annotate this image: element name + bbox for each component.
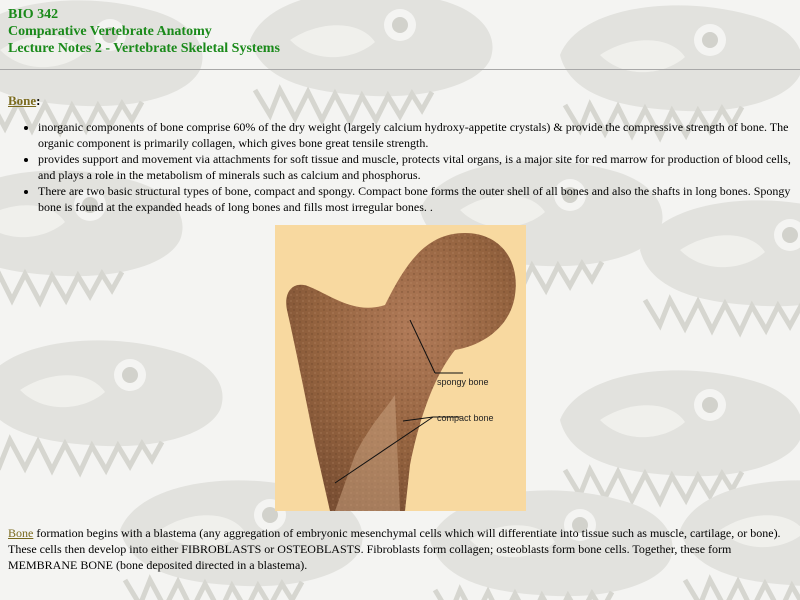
list-item: • There are two basic structural types of bone, compact and spongy. Compact bone forms the outer shell of all bones and also the shafts in long bones. Spongy bone is found at the expanded heads of long bones and fills most irregular bones. . [38,183,792,215]
list-item: • provides support and movement via attachments for soft tissue and muscle, protects vital organs, is a major site for red marrow for production of blood cells, and plays a role in the metabolism of minerals such as calcium and phosphorus. [38,151,792,183]
bone-formation-paragraph [8,525,792,573]
bone-formation-link[interactable]: Bone [8,526,34,540]
bone-section-heading [8,93,792,109]
spongy-bone-label: spongy bone [437,377,489,387]
bone-formation-text: formation begins with a blastema (any aggregation of embryonic mesenchymal cells which will differentiate into tissue such as muscle, cartilage, or bone). These cells then develop into either FIBROBLASTS or OSTEOBLASTS. Fibroblasts form collagen; osteoblasts form bone cells. Together, these form MEMBRANE BONE (bone deposited directed in a blastema). [8,526,781,572]
course-code: BIO 342 [8,7,59,22]
list-item: • inorganic components of bone comprise 60% of the dry weight (largely calcium hydroxy-appetite crystals) & provide the compressive strength of bone. The organic component is primarily collagen, which gives bone great tensile strength. [38,119,792,151]
header-divider [0,69,800,70]
lecture-title: Lecture Notes 2 - Vertebrate Skeletal Systems [8,41,280,56]
femur-illustration [275,225,526,511]
bone-facts-list [8,119,792,215]
bone-link[interactable]: Bone [8,93,37,108]
femur-cross-section-figure [275,225,526,511]
compact-bone-label: compact bone [437,413,494,423]
page-content [0,0,800,215]
course-title: Comparative Vertebrate Anatomy [8,24,212,39]
bone-heading-colon: : [36,93,41,108]
